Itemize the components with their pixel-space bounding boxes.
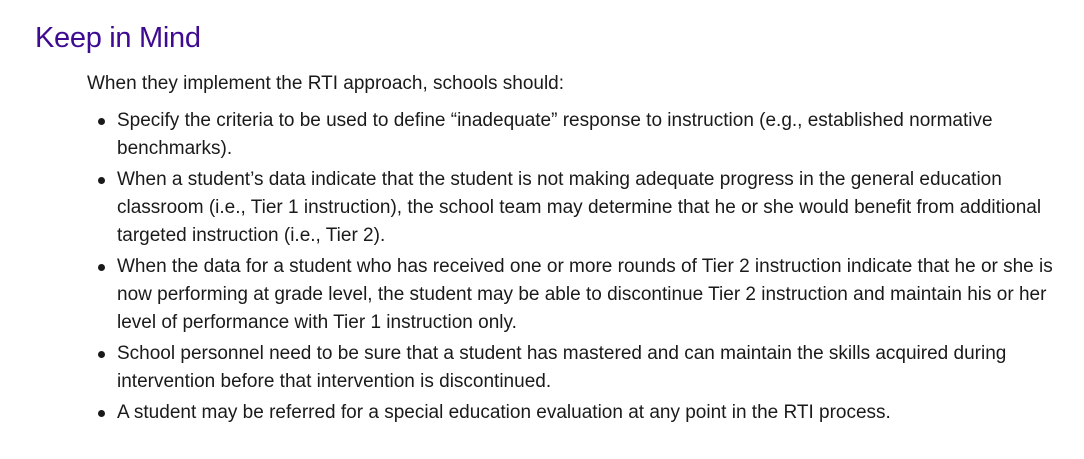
bullet-icon — [98, 264, 105, 271]
list-item-text: School personnel need to be sure that a student has mastered and can maintain the skills acquired during intervention before that intervention is discontinued. — [117, 343, 1007, 392]
bullet-icon — [98, 410, 105, 417]
page-title: Keep in Mind — [35, 22, 201, 54]
bullet-icon — [98, 118, 105, 125]
bullet-icon — [98, 177, 105, 184]
intro-text: When they implement the RTI approach, schools should: — [87, 73, 565, 94]
list-item — [95, 166, 1070, 250]
list-item-text: When the data for a student who has received one or more rounds of Tier 2 instruction indicate that he or she is now performing at grade level, the student may be able to discontinue Tier 2 instruction and maintain his or her level of performance with Tier 1 instruction only. — [117, 256, 1053, 333]
bullet-icon — [98, 351, 105, 358]
list-item — [95, 399, 1070, 427]
list-item-text: Specify the criteria to be used to define “inadequate” response to instruction (e.g., established normative benchmarks). — [117, 110, 993, 159]
list-item — [95, 253, 1070, 337]
list-item-text: When a student’s data indicate that the student is not making adequate progress in the general education classroom (i.e., Tier 1 instruction), the school team may determine that he or she would benefit from additional targeted instruction (i.e., Tier 2). — [117, 169, 1042, 246]
guideline-list — [95, 107, 1070, 430]
list-item — [95, 340, 1070, 396]
list-item-text: A student may be referred for a special education evaluation at any point in the RTI process. — [117, 402, 891, 423]
list-item — [95, 107, 1070, 163]
